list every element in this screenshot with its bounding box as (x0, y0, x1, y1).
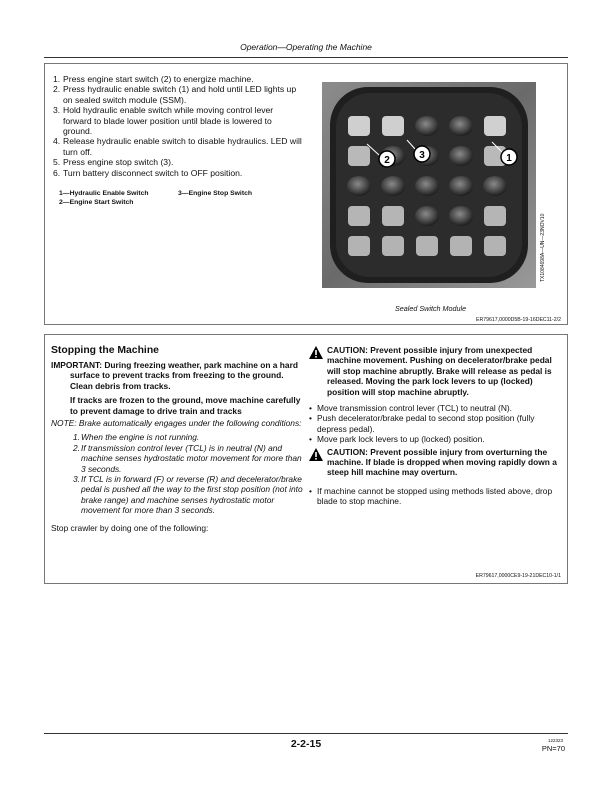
running-header: Operation—Operating the Machine (240, 42, 372, 52)
stop-intro: Stop crawler by doing one of the following: (51, 522, 209, 533)
caution-unexpected-movement: CAUTION: Prevent possible injury from unexpected machine movement. Pushing on decelerator/brake pedal will stop machine abruptly. Brake will release as pedal is released. Moving the park lock levers to up (locked) position will stop machine abruptly. (309, 345, 559, 397)
header-rule (44, 57, 568, 58)
procedure-steps (53, 74, 303, 178)
important-note-2: If tracks are frozen to the ground, move machine carefully to prevent damage to drive train and tracks (70, 395, 301, 416)
caution-overturning: CAUTION: Prevent possible injury from overturning the machine. If blade is dropped when moving rapidly down a steep hill machine may overturn. (309, 447, 559, 478)
step-1: 1. Press engine start switch (2) to energize machine. (53, 74, 254, 84)
svg-text:3: 3 (419, 150, 425, 161)
legend-item-1: 1—Hydraulic Enable Switch (59, 190, 149, 197)
warning-triangle-icon (309, 346, 323, 359)
bullet-2: • Push decelerator/brake pedal to second stop position (fully depress pedal). (309, 413, 535, 434)
legend-item-3: 3—Engine Stop Switch (178, 190, 253, 197)
svg-text:1: 1 (506, 153, 512, 164)
sealed-switch-module-figure (322, 82, 536, 288)
bullet-3: • Move park lock levers to up (locked) position. (309, 434, 485, 445)
procedure-ref: ER79617,0000D5B-19-16DEC11-2/2 (476, 317, 561, 323)
brake-note-list (51, 432, 303, 515)
stopping-right-column (309, 345, 559, 507)
bullet-1: • Move transmission control lever (TCL) to neutral (N). (309, 403, 513, 414)
step-3: 3. Hold hydraulic enable switch while moving control lever forward to blade lower position until blade is lowered to ground. (53, 105, 274, 137)
step-6: 6. Turn battery disconnect switch to OFF position. (53, 167, 243, 178)
stop-methods-list (309, 403, 559, 445)
stopping-ref: ER79617,0000CE9-19-21DEC10-1/1 (475, 573, 561, 579)
brake-note: NOTE: Brake automatically engages under the following conditions: (51, 418, 302, 429)
figure-id: TX1084698A—UN—23NOV10 (540, 213, 546, 282)
procedure-box (44, 63, 568, 325)
legend-item-2: 2—Engine Start Switch (59, 199, 134, 206)
section-title: Stopping the Machine (51, 345, 159, 356)
stopping-left-column (51, 345, 303, 533)
page-number: 2-2-15 (290, 738, 322, 750)
footer-pn: PN=70 (541, 744, 565, 753)
svg-text:2: 2 (384, 155, 390, 166)
figure-caption: Sealed Switch Module (395, 304, 467, 313)
footer-rule (44, 733, 568, 734)
footer-code: 122323 (547, 738, 563, 743)
important-note: IMPORTANT: During freezing weather, park machine on a hard surface to prevent tracks from freezing to the ground. Clean debris from tracks. (51, 360, 298, 391)
note-item-2: 2. If transmission control lever (TCL) is in neutral (N) and machine senses hydrostatic motor movement for more than 3 seconds. (73, 442, 302, 474)
note-item-1: 1. When the engine is not running. (73, 432, 200, 443)
warning-triangle-icon (309, 448, 323, 461)
step-4: 4. Release hydraulic enable switch to disable hydraulics. LED will turn off. (53, 136, 302, 157)
note-item-3: 3. If TCL is in forward (F) or reverse (R) and decelerator/brake pedal is pushed all the way to the first stop position (not into brake range) and machine senses hydrostatic motor movement for more than 3 seconds. (73, 474, 303, 516)
bullet-drop-blade: • If machine cannot be stopped using methods listed above, drop blade to stop machine. (309, 485, 553, 507)
step-5: 5. Press engine stop switch (3). (53, 157, 174, 168)
stopping-box (44, 334, 568, 584)
step-2: 2. Press hydraulic enable switch (1) and hold until LED lights up on sealed switch module (SSM). (53, 84, 297, 105)
